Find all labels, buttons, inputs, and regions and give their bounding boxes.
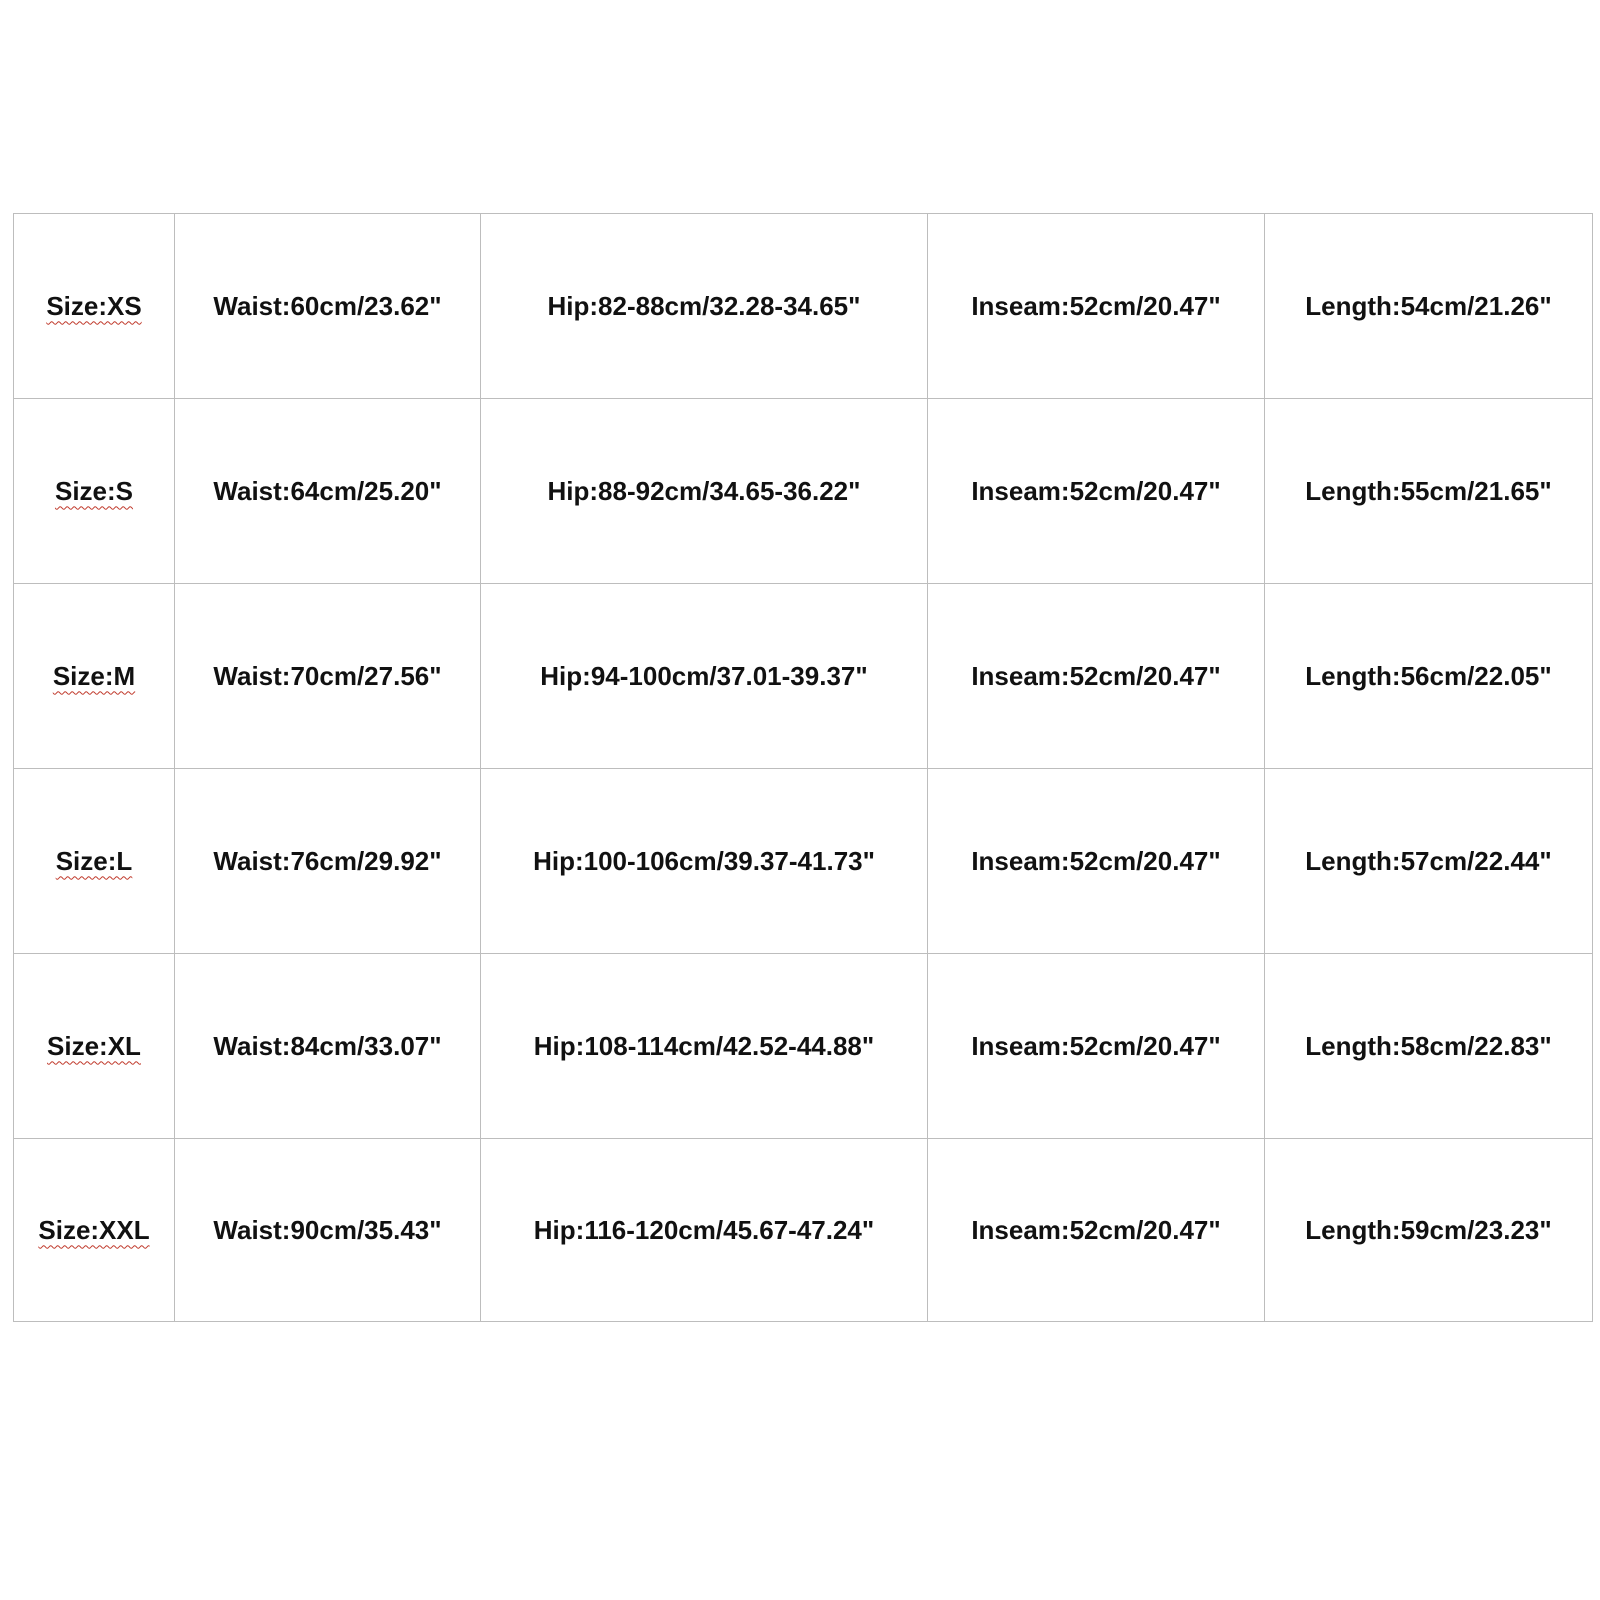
hip-cell: Hip:100-106cm/39.37-41.73" xyxy=(481,769,928,954)
hip-cell: Hip:116-120cm/45.67-47.24" xyxy=(481,1139,928,1322)
size-cell xyxy=(14,1139,175,1322)
inseam-cell: Inseam:52cm/20.47" xyxy=(928,769,1265,954)
waist-cell: Waist:84cm/33.07" xyxy=(175,954,481,1139)
size-label: Size:M xyxy=(52,660,136,691)
table-row xyxy=(14,954,1593,1139)
waist-cell: Waist:90cm/35.43" xyxy=(175,1139,481,1322)
length-cell: Length:57cm/22.44" xyxy=(1265,769,1593,954)
size-label: Size:L xyxy=(55,845,133,876)
size-cell xyxy=(14,769,175,954)
waist-cell: Waist:60cm/23.62" xyxy=(175,214,481,399)
size-label: Size:XL xyxy=(47,1030,141,1061)
hip-cell: Hip:82-88cm/32.28-34.65" xyxy=(481,214,928,399)
hip-cell: Hip:108-114cm/42.52-44.88" xyxy=(481,954,928,1139)
size-cell xyxy=(14,954,175,1139)
hip-cell: Hip:88-92cm/34.65-36.22" xyxy=(481,399,928,584)
size-label: Size:XXL xyxy=(38,1214,150,1245)
inseam-cell: Inseam:52cm/20.47" xyxy=(928,954,1265,1139)
waist-cell: Waist:64cm/25.20" xyxy=(175,399,481,584)
hip-cell: Hip:94-100cm/37.01-39.37" xyxy=(481,584,928,769)
size-cell xyxy=(14,214,175,399)
inseam-cell: Inseam:52cm/20.47" xyxy=(928,214,1265,399)
length-cell: Length:58cm/22.83" xyxy=(1265,954,1593,1139)
length-cell: Length:59cm/23.23" xyxy=(1265,1139,1593,1322)
table-row xyxy=(14,399,1593,584)
size-cell xyxy=(14,399,175,584)
length-cell: Length:54cm/21.26" xyxy=(1265,214,1593,399)
size-chart-table xyxy=(13,213,1593,1322)
length-cell: Length:56cm/22.05" xyxy=(1265,584,1593,769)
table-row xyxy=(14,769,1593,954)
size-label: Size:XS xyxy=(46,290,142,321)
size-label: Size:S xyxy=(54,475,134,506)
inseam-cell: Inseam:52cm/20.47" xyxy=(928,584,1265,769)
size-cell xyxy=(14,584,175,769)
table-row xyxy=(14,214,1593,399)
length-cell: Length:55cm/21.65" xyxy=(1265,399,1593,584)
inseam-cell: Inseam:52cm/20.47" xyxy=(928,1139,1265,1322)
inseam-cell: Inseam:52cm/20.47" xyxy=(928,399,1265,584)
table-row xyxy=(14,584,1593,769)
table-row xyxy=(14,1139,1593,1322)
waist-cell: Waist:70cm/27.56" xyxy=(175,584,481,769)
size-chart-body xyxy=(14,214,1593,1322)
waist-cell: Waist:76cm/29.92" xyxy=(175,769,481,954)
